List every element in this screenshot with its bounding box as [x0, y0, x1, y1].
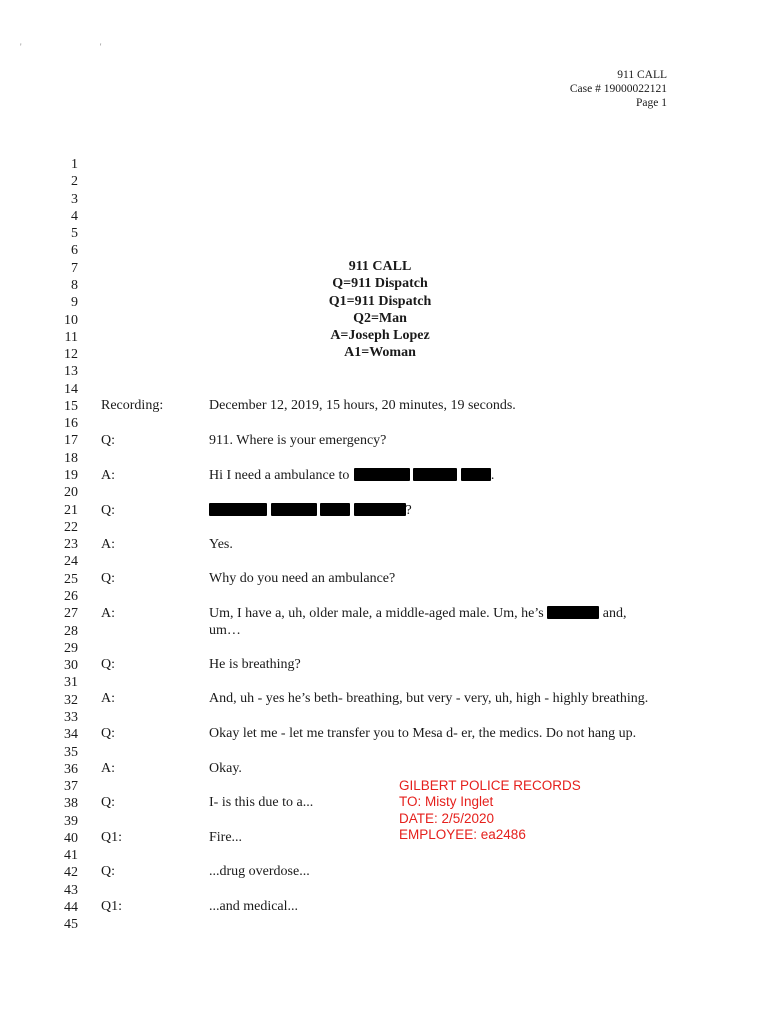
line-number: 42 — [64, 865, 78, 881]
speaker-label: A: — [101, 691, 115, 706]
line-number: 25 — [64, 571, 78, 587]
speaker-label: Q: — [101, 433, 115, 448]
line-number: 6 — [71, 243, 78, 259]
records-stamp — [399, 778, 581, 843]
line-number: 40 — [64, 830, 78, 846]
transcript-text-after: ? — [405, 503, 412, 518]
title-line: Q=911 Dispatch — [332, 276, 428, 292]
line-number: 30 — [64, 658, 78, 674]
line-number: 31 — [64, 675, 78, 691]
speaker-label: Q: — [101, 503, 115, 518]
line-number: 3 — [71, 191, 78, 207]
speaker-label: A: — [101, 761, 115, 776]
stamp-line: GILBERT POLICE RECORDS — [399, 778, 581, 793]
speaker-label: Q: — [101, 795, 115, 810]
speaker-label: Recording: — [101, 398, 164, 413]
line-number: 20 — [64, 485, 78, 501]
line-number: 8 — [71, 277, 78, 293]
transcript-text: Yes. — [209, 537, 233, 552]
transcript-text-before: Um, I have a, uh, older male, a middle-aged male. Um, he’s — [209, 606, 544, 621]
title-line: Q2=Man — [353, 310, 407, 326]
line-number: 7 — [71, 260, 78, 276]
transcript-text: 911. Where is your emergency? — [209, 433, 387, 448]
line-number: 35 — [64, 744, 78, 760]
transcript-text: He is breathing? — [209, 657, 301, 672]
redaction-bar — [461, 468, 491, 481]
line-number: 21 — [64, 502, 78, 518]
stamp-line: EMPLOYEE: ea2486 — [399, 826, 526, 842]
speaker-label: A: — [101, 537, 115, 552]
speaker-label: A: — [101, 606, 115, 621]
redaction-bar — [209, 503, 267, 516]
page-header — [570, 68, 667, 110]
transcript-text: Fire... — [209, 830, 243, 845]
transcript-text — [209, 502, 679, 519]
line-number: 27 — [64, 606, 78, 622]
speaker-label: Q: — [101, 864, 115, 879]
transcript-text-after: and, — [602, 606, 627, 621]
title-line: Q1=911 Dispatch — [328, 293, 432, 309]
transcript-text: I- is this due to a... — [209, 795, 314, 810]
line-number: 4 — [71, 208, 78, 224]
speaker-label: Q: — [101, 571, 115, 586]
transcript-text — [209, 467, 679, 484]
title-line: A1=Woman — [344, 345, 416, 361]
transcript-text: ...and medical... — [209, 899, 299, 914]
line-number: 13 — [64, 364, 78, 380]
line-number: 45 — [64, 917, 78, 933]
line-number: 23 — [64, 537, 78, 553]
line-number: 38 — [64, 796, 78, 812]
header-page-number: Page 1 — [636, 97, 667, 109]
transcript-text: December 12, 2019, 15 hours, 20 minutes, 19 seconds. — [209, 398, 516, 413]
redaction-bar — [354, 503, 406, 516]
redaction-bar — [271, 503, 317, 516]
speaker-label: A: — [101, 468, 115, 483]
redaction-bar — [547, 606, 599, 619]
line-number: 19 — [64, 468, 78, 484]
transcript-text: And, uh - yes he’s beth- breathing, but very - very, uh, high - highly breathing. — [209, 691, 649, 706]
transcript-text: ...drug overdose... — [209, 864, 310, 879]
header-case-number: Case # 19000022121 — [569, 83, 667, 95]
transcript-text-after: . — [490, 468, 495, 483]
line-number: 2 — [71, 174, 78, 190]
line-number: 28 — [64, 623, 78, 639]
line-number: 10 — [64, 312, 78, 328]
header-title: 911 CALL — [617, 69, 667, 81]
line-number: 22 — [64, 519, 78, 535]
line-number: 43 — [64, 882, 78, 898]
transcript-text-before: Hi I need a ambulance to — [209, 468, 350, 483]
line-number: 5 — [71, 226, 78, 242]
transcript-text — [209, 605, 679, 622]
transcript-text: Okay. — [209, 761, 242, 776]
line-number: 26 — [64, 589, 78, 604]
redaction-bar — [320, 503, 350, 516]
stamp-line: DATE: 2/5/2020 — [399, 810, 495, 826]
line-number: 34 — [64, 727, 78, 743]
line-number: 39 — [64, 813, 78, 829]
line-number: 1 — [71, 157, 78, 172]
transcript-text: Why do you need an ambulance? — [209, 571, 396, 586]
line-number: 9 — [71, 295, 78, 311]
line-number: 12 — [64, 347, 78, 363]
line-number: 11 — [64, 329, 78, 345]
speaker-label: Q1: — [101, 830, 122, 845]
speaker-label: Q: — [101, 657, 115, 672]
title-line: 911 CALL — [348, 259, 412, 274]
transcript-text: um… — [209, 623, 241, 638]
line-number: 41 — [64, 848, 78, 864]
line-number: 32 — [64, 692, 78, 708]
line-number: 14 — [64, 381, 78, 397]
speaker-label: Q1: — [101, 899, 122, 914]
line-number: 24 — [64, 554, 78, 570]
stamp-line: TO: Misty Inglet — [399, 794, 494, 810]
line-number: 17 — [64, 433, 78, 449]
transcript-text: Okay let me - let me transfer you to Mesa d- er, the medics. Do not hang up. — [209, 726, 637, 741]
line-number: 15 — [64, 398, 78, 414]
title-line: A=Joseph Lopez — [330, 328, 430, 344]
line-number: 36 — [64, 761, 78, 777]
line-number: 37 — [64, 779, 78, 795]
line-number: 29 — [64, 640, 78, 656]
speaker-label: Q: — [101, 726, 115, 741]
line-number: 33 — [64, 709, 78, 725]
redaction-bar — [413, 468, 457, 481]
line-number: 18 — [64, 450, 78, 466]
scan-specks: ' ' — [20, 42, 140, 52]
line-number: 16 — [64, 416, 78, 432]
redaction-bar — [354, 468, 410, 481]
line-number: 44 — [64, 900, 78, 916]
title-block — [230, 258, 530, 362]
